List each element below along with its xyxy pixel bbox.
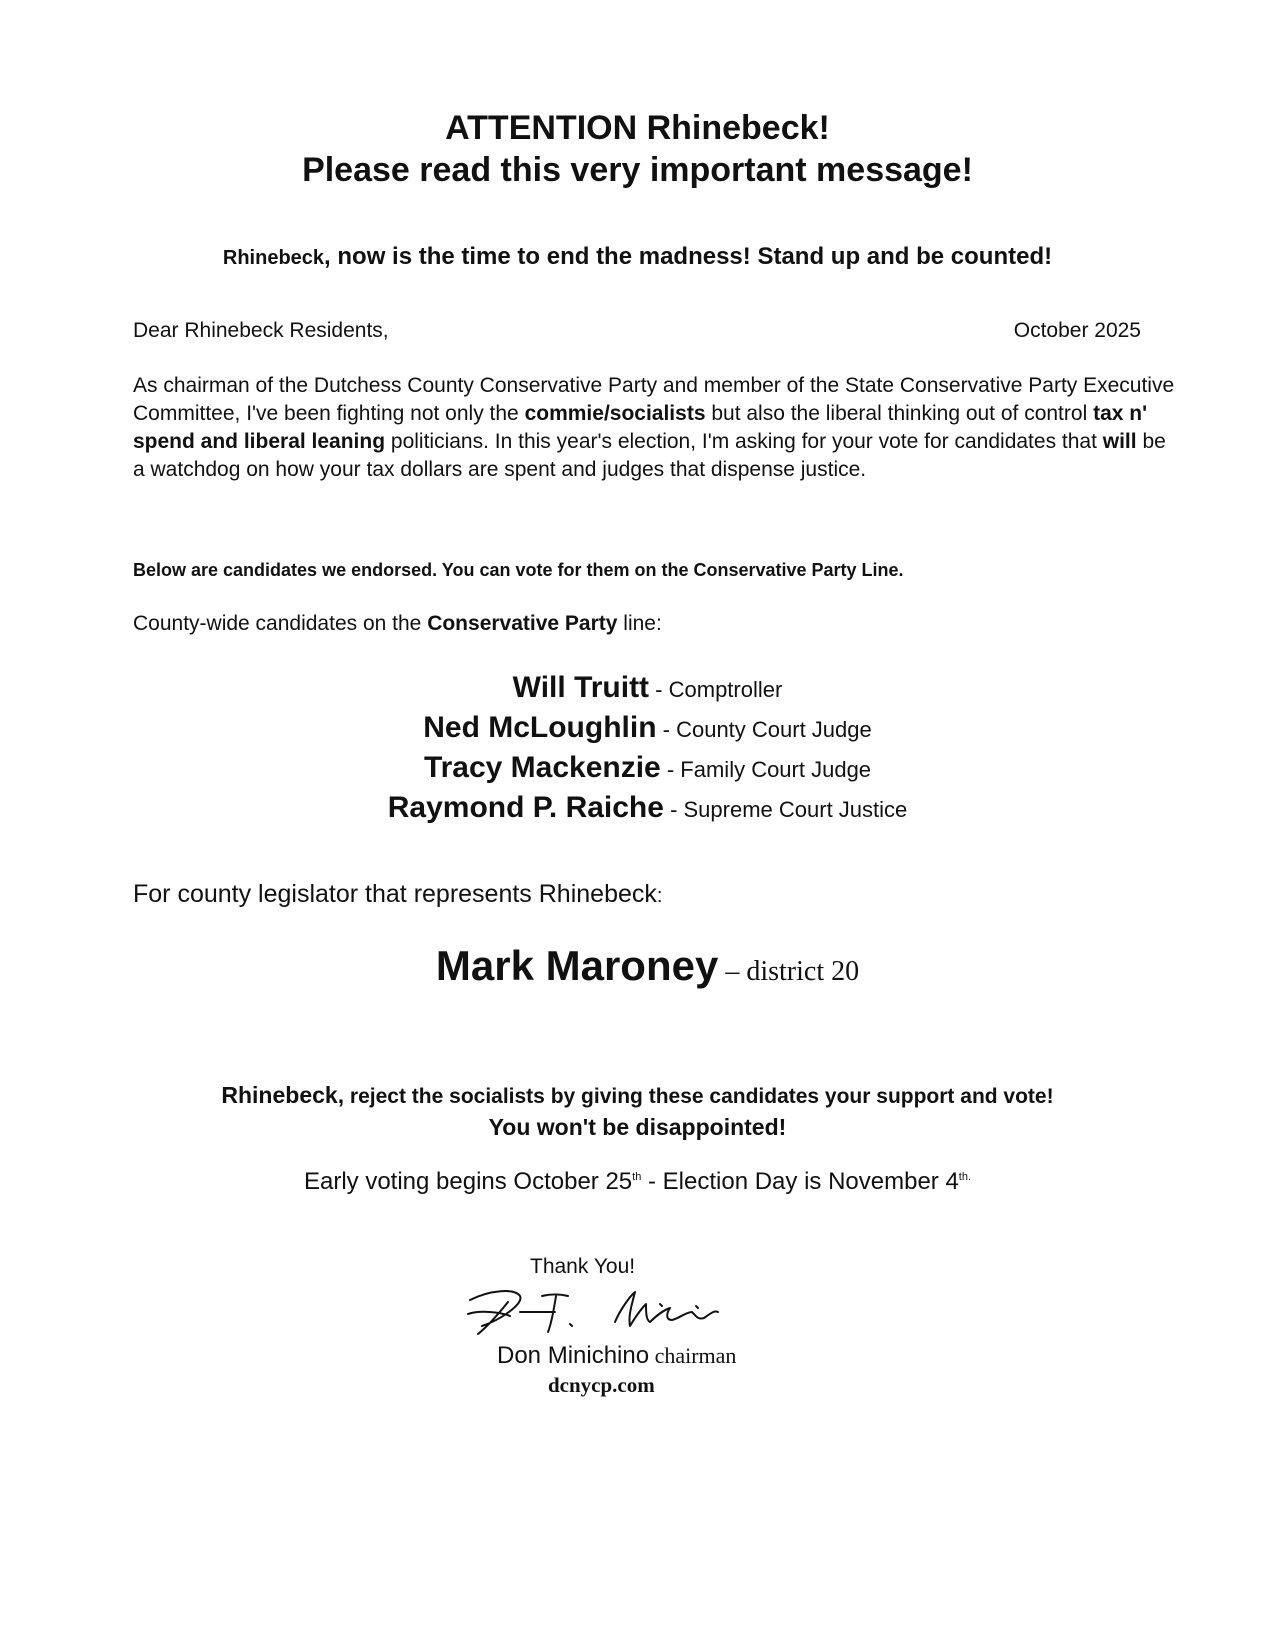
para-text: As chairman of the Dutchess County Conservative Party and member of the State Conservative Party Executive Committee, I've been fighting not only the bbox=[133, 374, 1175, 425]
candidate-item bbox=[20, 709, 1275, 749]
subtitle bbox=[0, 243, 1275, 271]
featured-candidate-name: Mark Maroney bbox=[435, 942, 719, 989]
county-wide-intro bbox=[133, 610, 662, 638]
candidate-name: Tracy Mackenzie bbox=[423, 751, 661, 784]
website-link[interactable]: dcnycp.com bbox=[548, 1373, 655, 1397]
ordinal-suffix: th. bbox=[958, 1171, 972, 1183]
thank-you: Thank You! bbox=[530, 1255, 636, 1278]
county-text: County-wide candidates on the bbox=[133, 612, 428, 635]
legislator-intro bbox=[133, 880, 662, 909]
candidate-name: Will Truitt bbox=[512, 671, 650, 704]
para-text: but also the liberal thinking out of control bbox=[705, 402, 1094, 425]
signer-block bbox=[497, 1342, 736, 1370]
candidate-list bbox=[0, 669, 1275, 829]
body-paragraph bbox=[133, 372, 1178, 484]
featured-candidate bbox=[0, 942, 1275, 990]
ordinal-suffix: th bbox=[632, 1171, 642, 1183]
para-emphasis-will: will bbox=[1102, 430, 1137, 453]
closing-rest: reject the socialists by giving these candidates your support and vote! bbox=[344, 1085, 1054, 1108]
featured-candidate-district: – district 20 bbox=[718, 956, 860, 987]
candidate-item bbox=[20, 789, 1275, 829]
candidate-role: - Family Court Judge bbox=[660, 757, 872, 782]
signature-image bbox=[460, 1282, 750, 1342]
para-text: be a watchdog on how your tax dollars are spent and judges that dispense justice. bbox=[133, 430, 1166, 481]
candidate-item bbox=[20, 749, 1275, 789]
signer-title: chairman bbox=[649, 1343, 737, 1368]
closing-line-2: You won't be disappointed! bbox=[488, 1114, 787, 1140]
candidate-name: Raymond P. Raiche bbox=[387, 791, 664, 824]
title-line-2: Please read this very important message! bbox=[302, 151, 973, 189]
para-emphasis-tax: tax n' spend and liberal leaning bbox=[133, 402, 1148, 453]
subtitle-lead: Rhinebeck bbox=[222, 247, 325, 269]
election-day-text: - Election Day is November 4 bbox=[641, 1168, 959, 1195]
candidate-name: Ned McLoughlin bbox=[423, 711, 657, 744]
candidate-role: - Supreme Court Justice bbox=[663, 797, 908, 822]
para-text: politicians. In this year's election, I'm asking for your vote for candidates that bbox=[385, 430, 1103, 453]
title-line-1: ATTENTION Rhinebeck! bbox=[445, 109, 830, 147]
closing-lead: Rhinebeck, bbox=[221, 1082, 345, 1108]
legislator-colon: : bbox=[656, 885, 663, 907]
para-emphasis-socialists: commie/socialists bbox=[524, 402, 706, 425]
candidate-item bbox=[20, 669, 1275, 709]
voting-dates bbox=[0, 1168, 1275, 1196]
signer-name: Don Minichino bbox=[497, 1342, 650, 1369]
county-party: Conservative Party bbox=[427, 612, 618, 635]
page-title bbox=[0, 107, 1275, 191]
salutation: Dear Rhinebeck Residents, bbox=[133, 319, 389, 342]
letter-date: October 2025 bbox=[1013, 319, 1141, 342]
legislator-intro-text: For county legislator that represents Rhinebeck bbox=[133, 880, 657, 908]
subtitle-rest: , now is the time to end the madness! Stand up and be counted! bbox=[324, 243, 1053, 270]
candidate-role: - County Court Judge bbox=[656, 717, 872, 742]
endorse-note: Below are candidates we endorsed. You can vote for them on the Conservative Party Line. bbox=[133, 560, 904, 580]
county-text: line: bbox=[617, 612, 662, 635]
closing-appeal bbox=[0, 1080, 1275, 1142]
candidate-role: - Comptroller bbox=[649, 677, 783, 702]
early-voting-text: Early voting begins October 25 bbox=[303, 1168, 633, 1195]
